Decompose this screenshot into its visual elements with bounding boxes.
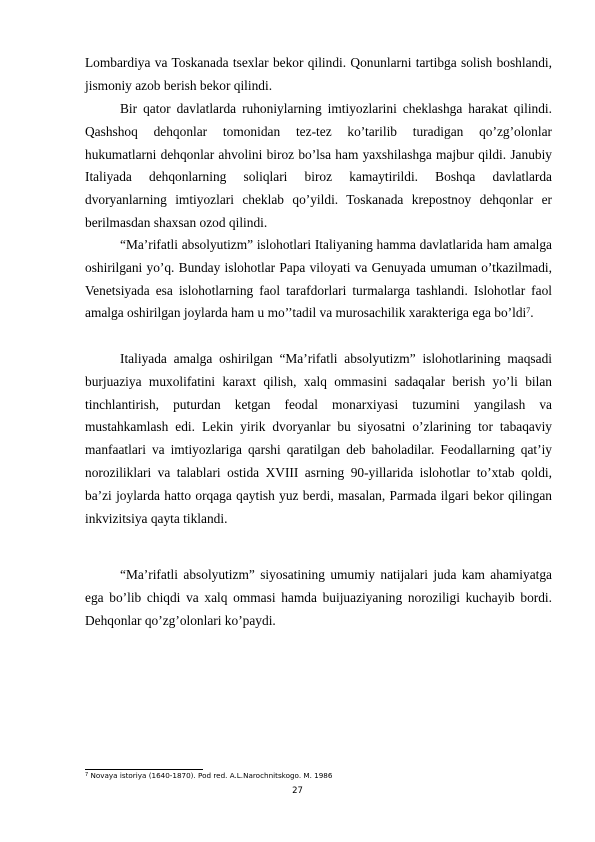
footnote — [85, 771, 332, 781]
page-number: 27 — [292, 786, 303, 796]
paragraph-3-container — [85, 234, 552, 325]
paragraph-2 — [85, 98, 552, 235]
paragraph-1-text: Lombardiya va Toskanada tsexlar bekor qilindi. Qonunlarni tartibga solish boshlandi, jismoniy azob berish bekor qilindi. — [85, 55, 552, 93]
footnote-reference[interactable]: 7 — [526, 306, 531, 316]
footnote-divider — [85, 769, 203, 770]
paragraph-4 — [85, 348, 552, 530]
paragraph-2-text: Bir qator davlatlarda ruhoniylarning imtiyozlarini cheklashga harakat qilindi. Qashshoq dehqonlar tomonidan tez-tez ko’tarilib turadigan qo’zg’olonlar hukumatlarni dehqonlar ahvolini biroz bo’lsa ham yaxshilashga majbur qildi. Janubiy Italiyada dehqonlarning soliqlari biroz kamaytirildi. Boshqa davlatlarda dvoryanlarning imtiyozlari cheklab qo’yildi. Toskanada krepostnoy dehqonlar er berilmasdan shaxsan ozod qilindi. — [85, 101, 552, 230]
paragraph-3 — [85, 234, 552, 325]
footnote-text: Novaya istoriya (1640-1870). Pod red. A.L.Narochnitskogo. M. 1986 — [88, 771, 333, 780]
paragraph-4-text: Italiyada amalga oshirilgan “Ma’rifatli absolyutizm” islohotlarining maqsadi burjuaziya muxolifatini karaxt qilish, xalq ommasini sadaqalar berish yo’li bilan tinchlantirish, puturdan ketgan feodal monarxiyasi tuzumini yangilash va mustahkamlash edi. Lekin yirik dvoryanlar bu siyosatni o’zlarining tor tabaqaviy manfaatlari va imtiyozlariga qarshi qaratilgan deb baholadilar. Feodallarning qat’iy noroziliklari va talablari ostida XVIII asrning 90-yillarida islohotlar to’xtab qoldi, ba’zi joylarda hatto orqaga qaytish yuz berdi, masalan, Parmada ilgari bekor qilingan inkvizitsiya qayta tiklandi. — [85, 351, 552, 526]
paragraph-5-text: “Ma’rifatli absolyutizm” siyosatining umumiy natijalari juda kam ahamiyatga ega bo’lib chiqdi va xalq ommasi hamda buijuaziyaning noroziligi kuchayib bordi. Dehqonlar qo’zg’olonlari ko’paydi. — [85, 567, 552, 628]
paragraph-1 — [85, 52, 552, 98]
paragraph-3-text: “Ma’rifatli absolyutizm” islohotlari Italiyaning hamma davlatlarida ham amalga oshirilgani yo’q. Bunday islohotlar Papa viloyati va Genuyada umuman o’tkazilmadi, Venetsiyada esa islohotlarning faol tarafdorlari turmalarga tashlandi. Islohotlar faol amalga oshirilgan joylarda ham u mo’’tadil va murosachilik xarakteriga ega bo’ldi — [85, 237, 552, 321]
paragraph-5 — [85, 564, 552, 632]
footnote-marker: 7 — [85, 772, 89, 778]
footnote-reference-period: . — [530, 305, 534, 321]
